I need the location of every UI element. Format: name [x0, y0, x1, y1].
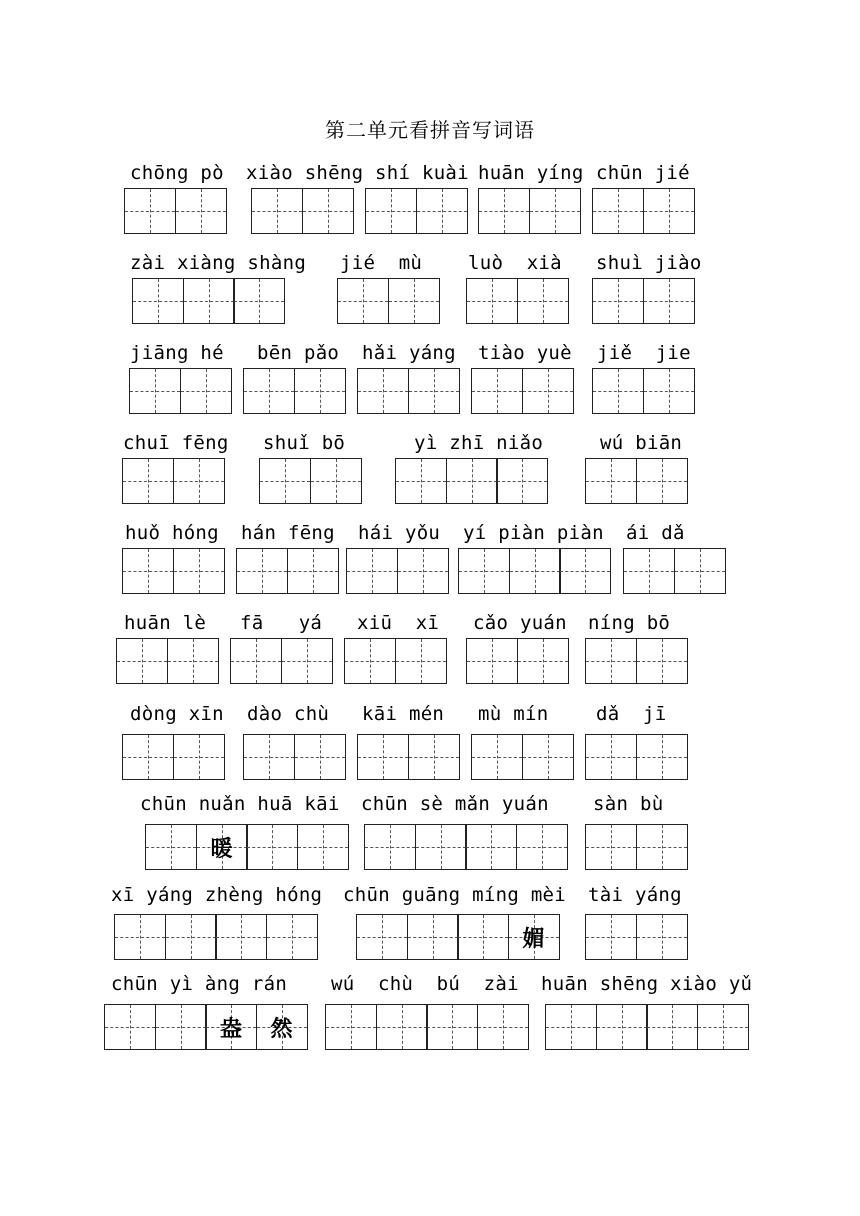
writing-cell[interactable] — [522, 368, 574, 414]
word-grid[interactable] — [365, 188, 468, 234]
writing-cell[interactable] — [155, 1004, 207, 1050]
word-grid[interactable] — [325, 1004, 529, 1050]
empty-character-slot — [358, 369, 408, 413]
empty-character-slot — [593, 369, 643, 413]
empty-character-slot — [517, 825, 567, 869]
writing-cell[interactable] — [416, 188, 468, 234]
pinyin-label: bēn pǎo — [257, 342, 340, 364]
writing-cell[interactable] — [623, 548, 675, 594]
empty-character-slot — [479, 189, 529, 233]
pinyin-label: zài xiàng shàng — [130, 252, 307, 274]
writing-cell[interactable] — [310, 458, 362, 504]
pinyin-label: sàn bù — [593, 793, 664, 815]
word-grid[interactable] — [395, 458, 548, 504]
pinyin-label: kāi mén — [362, 703, 445, 725]
empty-character-slot — [231, 639, 281, 683]
writing-cell[interactable] — [365, 188, 417, 234]
empty-character-slot — [105, 1005, 155, 1049]
pinyin-label: xī yáng zhèng hóng — [111, 884, 323, 906]
empty-character-slot — [447, 459, 497, 503]
pinyin-label: chūn yì àng rán — [111, 973, 288, 995]
empty-character-slot — [396, 639, 446, 683]
writing-cell[interactable] — [585, 638, 637, 684]
word-grid[interactable] — [104, 1004, 308, 1050]
empty-character-slot — [377, 1005, 427, 1049]
word-grid[interactable] — [545, 1004, 749, 1050]
writing-cell[interactable] — [346, 548, 398, 594]
writing-cell[interactable] — [585, 914, 637, 960]
writing-cell[interactable] — [395, 458, 447, 504]
writing-cell[interactable] — [643, 278, 695, 324]
word-grid[interactable] — [129, 368, 232, 414]
pinyin-label: chūn guāng míng mèi — [343, 884, 567, 906]
word-grid[interactable] — [124, 188, 227, 234]
empty-character-slot — [467, 639, 517, 683]
writing-cell[interactable] — [508, 914, 560, 960]
writing-cell[interactable] — [636, 914, 688, 960]
empty-character-slot — [466, 825, 516, 869]
empty-character-slot — [644, 189, 694, 233]
empty-character-slot — [146, 825, 196, 869]
empty-character-slot — [518, 279, 568, 323]
word-grid[interactable] — [230, 638, 333, 684]
pinyin-label: huǒ hóng — [125, 522, 219, 544]
empty-character-slot — [252, 189, 302, 233]
writing-cell[interactable] — [643, 368, 695, 414]
empty-character-slot — [467, 279, 517, 323]
writing-cell[interactable] — [697, 1004, 749, 1050]
page-title: 第二单元看拼音写词语 — [325, 118, 535, 142]
writing-cell[interactable] — [124, 188, 176, 234]
pinyin-label: chūn jié — [596, 162, 690, 184]
empty-character-slot — [586, 825, 636, 869]
writing-cell[interactable] — [183, 278, 235, 324]
pinyin-label: fā yá — [240, 612, 323, 634]
writing-cell[interactable] — [104, 1004, 156, 1050]
empty-character-slot — [523, 369, 573, 413]
writing-cell[interactable] — [294, 734, 346, 780]
pinyin-label: hǎi yáng — [362, 342, 456, 364]
empty-character-slot — [282, 639, 332, 683]
writing-cell[interactable] — [243, 734, 295, 780]
word-grid[interactable] — [585, 734, 688, 780]
empty-character-slot — [234, 279, 284, 323]
writing-cell[interactable] — [545, 1004, 597, 1050]
pinyin-label: shí kuài — [375, 162, 469, 184]
writing-cell[interactable] — [465, 824, 517, 870]
empty-character-slot — [530, 189, 580, 233]
empty-character-slot — [345, 639, 395, 683]
writing-cell[interactable] — [122, 548, 174, 594]
empty-character-slot — [586, 735, 636, 779]
empty-character-slot — [298, 825, 348, 869]
prefilled-character: 然 — [270, 1016, 293, 1042]
empty-character-slot — [396, 459, 446, 503]
word-grid[interactable] — [243, 368, 346, 414]
word-grid[interactable] — [114, 914, 318, 960]
empty-character-slot — [560, 549, 610, 593]
word-grid[interactable] — [592, 278, 695, 324]
writing-cell[interactable] — [246, 824, 298, 870]
writing-cell[interactable] — [509, 548, 561, 594]
pinyin-label: yí piàn piàn — [463, 522, 604, 544]
empty-character-slot — [637, 735, 687, 779]
pinyin-label: dǎ jī — [596, 703, 667, 725]
empty-character-slot — [244, 369, 294, 413]
writing-cell[interactable] — [233, 278, 285, 324]
writing-cell[interactable] — [596, 1004, 648, 1050]
writing-cell[interactable] — [466, 638, 518, 684]
writing-cell[interactable] — [592, 278, 644, 324]
writing-cell[interactable] — [266, 914, 318, 960]
empty-character-slot — [637, 915, 687, 959]
empty-character-slot — [168, 639, 218, 683]
pinyin-label: dào chù — [247, 703, 330, 725]
writing-cell[interactable] — [180, 368, 232, 414]
empty-character-slot — [366, 189, 416, 233]
writing-cell[interactable] — [477, 1004, 529, 1050]
empty-character-slot — [409, 735, 459, 779]
writing-cell[interactable] — [129, 368, 181, 414]
empty-character-slot — [311, 459, 361, 503]
empty-character-slot — [398, 549, 448, 593]
pinyin-label: hán fēng — [241, 522, 335, 544]
writing-cell[interactable] — [344, 638, 396, 684]
word-grid[interactable] — [585, 914, 688, 960]
writing-cell[interactable] — [376, 1004, 428, 1050]
pinyin-label: xiào shēng — [246, 162, 364, 184]
writing-cell[interactable] — [294, 368, 346, 414]
empty-character-slot — [295, 735, 345, 779]
word-grid[interactable] — [116, 638, 219, 684]
pinyin-label: shuǐ bō — [263, 432, 346, 454]
empty-character-slot — [326, 1005, 376, 1049]
writing-cell[interactable] — [251, 188, 303, 234]
writing-cell[interactable] — [173, 548, 225, 594]
empty-character-slot — [523, 735, 573, 779]
pinyin-label: ái dǎ — [626, 522, 685, 544]
empty-character-slot — [546, 1005, 596, 1049]
pinyin-label: jié mù — [340, 252, 423, 274]
pinyin-label: níng bō — [588, 612, 671, 634]
empty-character-slot — [244, 735, 294, 779]
writing-cell[interactable] — [478, 188, 530, 234]
word-grid[interactable] — [357, 734, 460, 780]
word-grid[interactable] — [592, 368, 695, 414]
word-grid[interactable] — [466, 278, 569, 324]
writing-cell[interactable] — [415, 824, 467, 870]
writing-cell[interactable] — [636, 458, 688, 504]
pinyin-label: jiāng hé — [130, 342, 224, 364]
writing-cell[interactable] — [167, 638, 219, 684]
writing-cell[interactable] — [165, 914, 217, 960]
writing-cell[interactable] — [132, 278, 184, 324]
empty-character-slot — [166, 915, 216, 959]
writing-cell[interactable] — [458, 548, 510, 594]
writing-cell[interactable] — [559, 548, 611, 594]
writing-cell[interactable] — [116, 638, 168, 684]
writing-cell[interactable] — [407, 914, 459, 960]
writing-cell[interactable] — [259, 458, 311, 504]
word-grid[interactable] — [585, 638, 688, 684]
empty-character-slot — [130, 369, 180, 413]
pinyin-label: mù mín — [478, 703, 549, 725]
writing-cell[interactable] — [122, 458, 174, 504]
word-grid[interactable] — [466, 638, 569, 684]
empty-character-slot — [247, 825, 297, 869]
word-grid[interactable] — [122, 734, 225, 780]
empty-character-slot — [156, 1005, 206, 1049]
pinyin-label: jiě jie — [597, 342, 691, 364]
word-grid[interactable] — [471, 368, 574, 414]
prefilled-character: 媚 — [522, 926, 545, 952]
empty-character-slot — [181, 369, 231, 413]
pinyin-label: tài yáng — [588, 884, 682, 906]
pinyin-label: wú biān — [600, 432, 683, 454]
word-grid[interactable] — [471, 734, 574, 780]
empty-character-slot — [174, 459, 224, 503]
word-grid[interactable] — [337, 278, 440, 324]
word-grid[interactable] — [356, 914, 560, 960]
writing-cell[interactable] — [516, 824, 568, 870]
writing-cell[interactable] — [457, 914, 509, 960]
writing-cell[interactable] — [397, 548, 449, 594]
writing-cell[interactable] — [643, 188, 695, 234]
empty-character-slot — [478, 1005, 528, 1049]
word-grid[interactable] — [458, 548, 611, 594]
empty-character-slot — [586, 639, 636, 683]
empty-character-slot — [174, 549, 224, 593]
empty-character-slot — [123, 549, 173, 593]
writing-cell[interactable] — [281, 638, 333, 684]
writing-cell[interactable] — [325, 1004, 377, 1050]
word-grid[interactable] — [145, 824, 349, 870]
writing-cell[interactable] — [636, 638, 688, 684]
writing-cell[interactable] — [496, 458, 548, 504]
empty-character-slot — [427, 1005, 477, 1049]
writing-cell[interactable] — [517, 278, 569, 324]
empty-character-slot — [184, 279, 234, 323]
word-grid[interactable] — [592, 188, 695, 234]
empty-character-slot — [260, 459, 310, 503]
writing-cell[interactable] — [446, 458, 498, 504]
pinyin-label: chuī fēng — [123, 432, 229, 454]
writing-cell[interactable] — [517, 638, 569, 684]
word-grid[interactable] — [243, 734, 346, 780]
writing-cell[interactable] — [243, 368, 295, 414]
writing-cell[interactable] — [173, 734, 225, 780]
empty-character-slot — [472, 735, 522, 779]
writing-cell[interactable] — [466, 278, 518, 324]
empty-character-slot — [389, 279, 439, 323]
writing-cell[interactable] — [471, 734, 523, 780]
writing-cell[interactable] — [426, 1004, 478, 1050]
writing-cell[interactable] — [302, 188, 354, 234]
empty-character-slot — [358, 735, 408, 779]
pinyin-label: huān yíng — [478, 162, 584, 184]
empty-character-slot — [647, 1005, 697, 1049]
pinyin-label: yì zhī niǎo — [414, 432, 544, 454]
writing-cell[interactable] — [215, 914, 267, 960]
empty-character-slot — [216, 915, 266, 959]
writing-cell[interactable] — [122, 734, 174, 780]
pinyin-label: cǎo yuán — [473, 612, 567, 634]
writing-cell[interactable] — [388, 278, 440, 324]
writing-cell[interactable] — [585, 458, 637, 504]
empty-character-slot — [637, 639, 687, 683]
word-grid[interactable] — [122, 458, 225, 504]
empty-character-slot — [624, 549, 674, 593]
empty-character-slot — [593, 189, 643, 233]
empty-character-slot — [644, 279, 694, 323]
writing-cell[interactable] — [256, 1004, 308, 1050]
pinyin-label: luò xià — [468, 252, 562, 274]
writing-cell[interactable] — [357, 368, 409, 414]
pinyin-label: tiào yuè — [478, 342, 572, 364]
pinyin-label: xiū xī — [357, 612, 440, 634]
writing-cell[interactable] — [408, 734, 460, 780]
writing-cell[interactable] — [357, 734, 409, 780]
empty-character-slot — [472, 369, 522, 413]
empty-character-slot — [408, 915, 458, 959]
empty-character-slot — [237, 549, 287, 593]
empty-character-slot — [644, 369, 694, 413]
empty-character-slot — [586, 915, 636, 959]
word-grid[interactable] — [122, 548, 225, 594]
word-grid[interactable] — [344, 638, 447, 684]
pinyin-label: chūn sè mǎn yuán — [361, 793, 549, 815]
empty-character-slot — [365, 825, 415, 869]
writing-cell[interactable] — [364, 824, 416, 870]
pinyin-label: wú chù bú zài — [331, 973, 519, 995]
writing-cell[interactable] — [173, 458, 225, 504]
pinyin-label: hái yǒu — [358, 522, 441, 544]
pinyin-label: huān lè — [124, 612, 207, 634]
empty-character-slot — [338, 279, 388, 323]
empty-character-slot — [176, 189, 226, 233]
pinyin-label: chūn nuǎn huā kāi — [140, 793, 340, 815]
empty-character-slot — [510, 549, 560, 593]
empty-character-slot — [417, 189, 467, 233]
writing-cell[interactable] — [287, 548, 339, 594]
word-grid[interactable] — [585, 824, 688, 870]
pinyin-label: chōng pò — [130, 162, 224, 184]
word-grid[interactable] — [251, 188, 354, 234]
empty-character-slot — [347, 549, 397, 593]
writing-cell[interactable] — [636, 734, 688, 780]
writing-cell[interactable] — [205, 1004, 257, 1050]
writing-cell[interactable] — [356, 914, 408, 960]
empty-character-slot — [518, 639, 568, 683]
empty-character-slot — [637, 825, 687, 869]
word-grid[interactable] — [585, 458, 688, 504]
empty-character-slot — [117, 639, 167, 683]
pinyin-label: dòng xīn — [130, 703, 224, 725]
writing-cell[interactable] — [114, 914, 166, 960]
writing-cell[interactable] — [337, 278, 389, 324]
writing-cell[interactable] — [408, 368, 460, 414]
word-grid[interactable] — [346, 548, 449, 594]
writing-cell[interactable] — [585, 734, 637, 780]
pinyin-label: shuì jiào — [596, 252, 702, 274]
empty-character-slot — [267, 915, 317, 959]
empty-character-slot — [288, 549, 338, 593]
pinyin-label: huān shēng xiào yǔ — [541, 973, 753, 995]
writing-cell[interactable] — [592, 188, 644, 234]
empty-character-slot — [115, 915, 165, 959]
prefilled-character: 暖 — [210, 836, 233, 862]
word-grid[interactable] — [357, 368, 460, 414]
empty-character-slot — [416, 825, 466, 869]
writing-cell[interactable] — [196, 824, 248, 870]
word-grid[interactable] — [478, 188, 581, 234]
empty-character-slot — [295, 369, 345, 413]
writing-cell[interactable] — [529, 188, 581, 234]
writing-cell[interactable] — [674, 548, 726, 594]
writing-cell[interactable] — [646, 1004, 698, 1050]
writing-cell[interactable] — [585, 824, 637, 870]
empty-character-slot — [637, 459, 687, 503]
empty-character-slot — [458, 915, 508, 959]
word-grid[interactable] — [259, 458, 362, 504]
writing-cell[interactable] — [175, 188, 227, 234]
writing-cell[interactable] — [297, 824, 349, 870]
writing-cell[interactable] — [592, 368, 644, 414]
word-grid[interactable] — [623, 548, 726, 594]
empty-character-slot — [174, 735, 224, 779]
writing-cell[interactable] — [395, 638, 447, 684]
empty-character-slot — [593, 279, 643, 323]
empty-character-slot — [409, 369, 459, 413]
writing-cell[interactable] — [522, 734, 574, 780]
empty-character-slot — [497, 459, 547, 503]
word-grid[interactable] — [132, 278, 285, 324]
writing-cell[interactable] — [636, 824, 688, 870]
writing-cell[interactable] — [230, 638, 282, 684]
empty-character-slot — [357, 915, 407, 959]
empty-character-slot — [586, 459, 636, 503]
empty-character-slot — [123, 735, 173, 779]
empty-character-slot — [123, 459, 173, 503]
word-grid[interactable] — [236, 548, 339, 594]
empty-character-slot — [597, 1005, 647, 1049]
empty-character-slot — [698, 1005, 748, 1049]
empty-character-slot — [675, 549, 725, 593]
prefilled-character: 盎 — [219, 1016, 242, 1042]
word-grid[interactable] — [364, 824, 568, 870]
empty-character-slot — [125, 189, 175, 233]
writing-cell[interactable] — [471, 368, 523, 414]
empty-character-slot — [459, 549, 509, 593]
empty-character-slot — [133, 279, 183, 323]
writing-cell[interactable] — [236, 548, 288, 594]
empty-character-slot — [303, 189, 353, 233]
writing-cell[interactable] — [145, 824, 197, 870]
